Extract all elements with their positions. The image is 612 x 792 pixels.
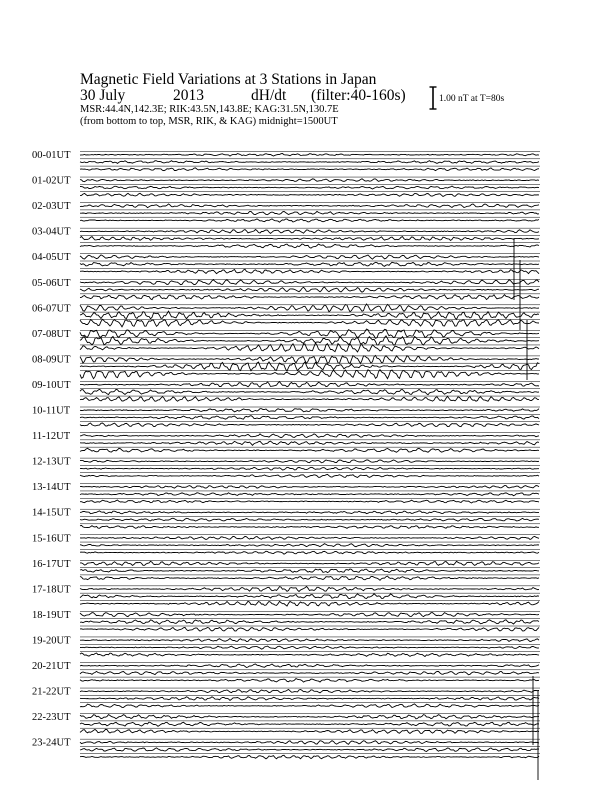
hour-label: 16-17UT (32, 558, 71, 570)
trace-order-note: (from bottom to top, MSR, RIK, & KAG) midnight=1500UT (80, 116, 338, 127)
station-trace (80, 646, 539, 649)
station-trace (80, 627, 539, 631)
hour-label: 14-15UT (32, 507, 71, 519)
station-trace (80, 269, 539, 273)
station-coordinates: MSR:44.4N,142.3E; RIK:43.5N,143.8E; KAG:31.5N,130.7E (80, 104, 339, 115)
station-trace (80, 343, 539, 352)
station-trace (80, 434, 539, 438)
station-trace (80, 382, 539, 388)
station-trace (80, 262, 539, 266)
station-trace (80, 689, 539, 692)
station-trace (80, 336, 539, 345)
station-trace (80, 460, 539, 463)
hour-label: 22-23UT (32, 712, 71, 724)
station-trace (80, 671, 539, 674)
station-trace (80, 193, 539, 196)
station-trace (80, 544, 539, 547)
hour-label: 02-03UT (32, 201, 71, 213)
station-trace (80, 370, 539, 379)
station-trace (80, 576, 539, 580)
station-trace (80, 186, 539, 189)
station-trace (80, 551, 539, 554)
station-trace (80, 679, 539, 683)
station-trace (80, 441, 539, 445)
hour-label: 23-24UT (32, 737, 71, 749)
station-trace (80, 355, 539, 363)
hour-label: 05-06UT (32, 277, 71, 289)
scale-label: 1.00 nT at T=80s (439, 94, 505, 104)
station-trace (80, 536, 539, 539)
station-trace (80, 561, 539, 565)
station-trace (80, 211, 539, 214)
filter-label: (filter:40-160s) (311, 87, 406, 104)
quantity-label: dH/dt (251, 87, 287, 104)
hour-label: 04-05UT (32, 252, 71, 264)
station-trace (80, 741, 539, 745)
station-trace (80, 493, 539, 496)
station-trace (80, 474, 539, 477)
station-trace (80, 244, 539, 248)
station-trace (80, 653, 539, 657)
station-trace (80, 416, 539, 420)
hour-label: 15-16UT (32, 533, 71, 545)
chart-title: Magnetic Field Variations at 3 Stations in Japan (80, 71, 377, 88)
station-trace (80, 486, 539, 489)
hour-label: 06-07UT (32, 303, 71, 315)
station-trace (80, 423, 539, 427)
hour-label: 17-18UT (32, 584, 71, 596)
station-trace (80, 179, 539, 182)
hour-label: 10-11UT (32, 405, 71, 417)
station-trace (80, 511, 539, 514)
hour-label: 20-21UT (32, 661, 71, 672)
station-trace (80, 295, 539, 300)
station-trace (80, 722, 539, 726)
hour-label: 08-09UT (32, 354, 71, 366)
station-trace (80, 601, 539, 606)
station-trace (80, 704, 539, 708)
hour-label: 13-14UT (32, 482, 71, 494)
hour-label: 21-22UT (32, 686, 71, 698)
station-trace (80, 230, 539, 234)
date-year: 2013 (173, 87, 204, 104)
station-trace (80, 613, 539, 617)
station-trace (80, 467, 539, 470)
station-trace (80, 748, 539, 752)
hour-label: 07-08UT (32, 328, 71, 340)
station-trace (80, 255, 539, 259)
station-trace (80, 319, 539, 327)
hour-label: 09-10UT (32, 379, 71, 391)
station-trace (80, 639, 539, 642)
station-trace (80, 569, 539, 573)
station-trace (80, 697, 539, 701)
station-trace (80, 664, 539, 668)
hour-label: 01-02UT (32, 175, 71, 187)
station-trace (80, 518, 539, 521)
hour-label: 18-19UT (32, 609, 71, 621)
hour-label: 11-12UT (32, 431, 71, 443)
station-trace (80, 304, 539, 312)
station-trace (80, 204, 539, 208)
date-day: 30 July (80, 87, 126, 104)
hour-label: 00-01UT (32, 150, 71, 161)
station-trace (80, 715, 539, 719)
hour-label: 03-04UT (32, 226, 71, 238)
station-trace (80, 755, 539, 759)
station-trace (80, 586, 539, 591)
station-trace (80, 280, 539, 285)
station-trace (80, 500, 539, 503)
station-trace (80, 389, 539, 395)
station-trace (80, 219, 539, 222)
station-trace (80, 287, 539, 292)
station-trace (80, 168, 539, 171)
station-trace (80, 161, 539, 164)
station-trace (80, 237, 539, 241)
station-trace (80, 448, 539, 452)
station-trace (80, 729, 539, 733)
station-trace (80, 311, 539, 319)
station-trace (80, 154, 539, 157)
station-trace (80, 409, 539, 412)
station-trace (80, 620, 539, 624)
hour-label: 12-13UT (32, 456, 71, 468)
station-trace (80, 525, 539, 528)
hour-label: 19-20UT (32, 635, 71, 647)
station-trace (80, 396, 539, 401)
station-trace (80, 594, 539, 599)
